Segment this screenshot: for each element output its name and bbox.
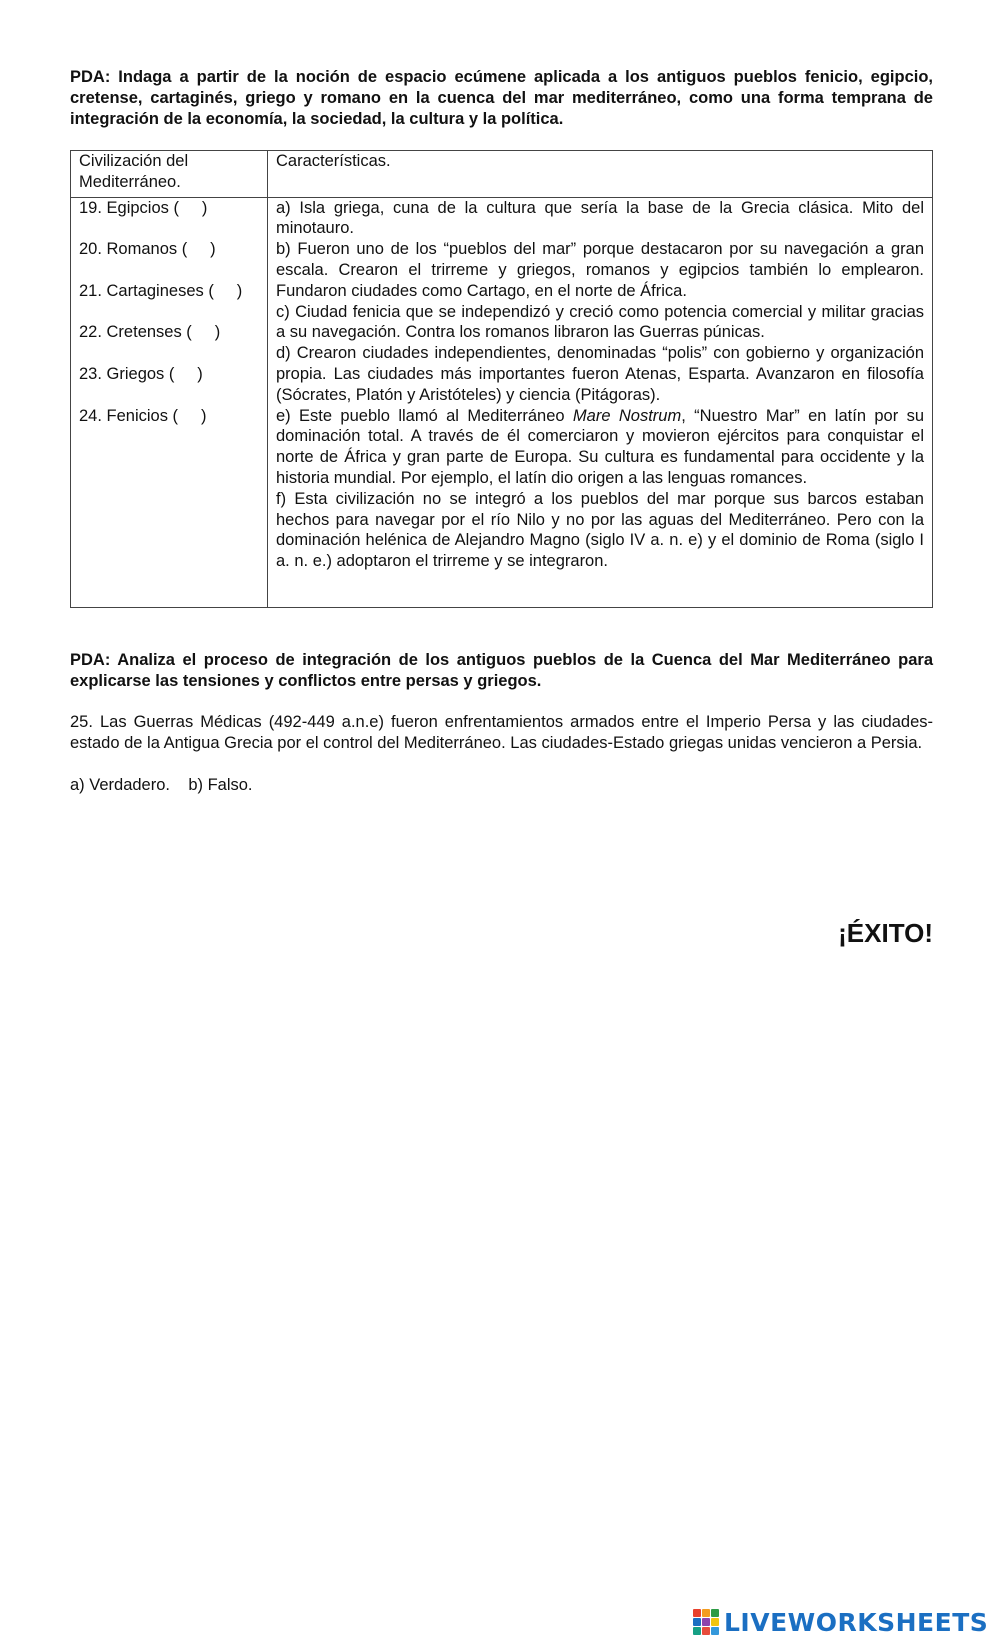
characteristic-e-pre: e) Este pueblo llamó al Mediterráneo — [276, 406, 573, 425]
logo-square-3 — [693, 1618, 701, 1626]
pda-instruction-2: PDA: Analiza el proceso de integración de los antiguos pueblos de la Cuenca del Mar Mediterráneo para explicarse las tensiones y conflictos entre persas y griegos. — [70, 651, 933, 690]
characteristic-b: b) Fueron uno de los “pueblos del mar” porque destacaron por su navegación a gran escala. Crearon el trirreme y griegos, romanos y egipcios también lo emplearon. Fundaron ciudades como Cartago, en el norte de África. — [276, 240, 924, 300]
logo-text: LIVEWORKSHEETS — [724, 1607, 989, 1637]
civilization-item-24[interactable]: 24. Fenicios ( ) — [79, 406, 207, 425]
liveworksheets-logo — [693, 1607, 988, 1637]
matching-table — [70, 150, 933, 608]
pda-instruction-1: PDA: Indaga a partir de la noción de espacio ecúmene aplicada a los antiguos pueblos fenicio, egipcio, cretense, cartaginés, griego y romano en la cuenca del mar mediterráneo, como una forma temprana de integración de la economía, la sociedad, la cultura y la política. — [70, 68, 933, 128]
characteristic-d: d) Crearon ciudades independientes, denominadas “polis” con gobierno y organización propia. Las ciudades más importantes fueron Atenas, Esparta. Avanzaron en filosofía (Sócrates, Platón y Aristóteles) y ciencia (Pitágoras). — [276, 344, 924, 404]
header-civilization — [71, 151, 268, 198]
civilization-list — [79, 198, 259, 448]
header-left-word1: Civilización — [79, 152, 162, 170]
characteristic-e-italic: Mare Nostrum — [572, 406, 682, 425]
logo-square-0 — [693, 1609, 701, 1617]
table-body-row — [71, 197, 933, 607]
logo-square-8 — [711, 1627, 719, 1635]
logo-square-6 — [693, 1627, 701, 1635]
characteristic-e — [276, 406, 924, 489]
logo-square-2 — [711, 1609, 719, 1617]
characteristic-a: a) Isla griega, cuna de la cultura que sería la base de la Grecia clásica. Mito del minotauro. — [276, 198, 924, 238]
characteristics-cell — [268, 197, 933, 607]
logo-square-5 — [711, 1618, 719, 1626]
option-false[interactable]: b) Falso. — [188, 776, 253, 794]
table-header-row — [71, 151, 933, 198]
logo-square-7 — [702, 1627, 710, 1635]
logo-square-4 — [702, 1618, 710, 1626]
civilization-list-cell — [71, 197, 268, 607]
header-left-line2: Mediterráneo. — [79, 172, 181, 191]
answer-options — [70, 775, 253, 796]
logo-square-1 — [702, 1609, 710, 1617]
characteristic-c: c) Ciudad fenicia que se independizó y creció como potencia comercial y militar gracias a su navegación. Contra los romanos libraron las Guerras púnicas. — [276, 302, 924, 342]
civilization-item-21[interactable]: 21. Cartagineses ( ) — [79, 281, 243, 300]
civilization-item-20[interactable]: 20. Romanos ( ) — [79, 240, 216, 259]
question-25: 25. Las Guerras Médicas (492-449 a.n.e) fueron enfrentamientos armados entre el Imperio Persa y las ciudades-estado de la Antigua Grecia por el control del Mediterráneo. Las ciudades-Estado griegas unidas vencieron a Persia. — [70, 713, 933, 752]
liveworksheets-logo-icon — [693, 1609, 719, 1635]
civilization-item-19[interactable]: 19. Egipcios ( ) — [79, 198, 208, 217]
characteristic-e-post: , “Nuestro Mar” en latín por su dominación total. A través de él comerciaron y movieron ejércitos para conquistar el norte de África y gran parte de Europa. Su cultura es fundamental para occidente y la historia mundial. Por ejemplo, el latín dio origen a las lenguas romances. — [276, 406, 924, 487]
header-left-word2: del — [166, 152, 189, 170]
option-true[interactable]: a) Verdadero. — [70, 776, 170, 794]
header-characteristics: Características. — [268, 151, 933, 198]
civilization-item-22[interactable]: 22. Cretenses ( ) — [79, 323, 221, 342]
closing-message: ¡ÉXITO! — [838, 918, 933, 948]
characteristic-f: f) Esta civilización no se integró a los pueblos del mar porque sus barcos estaban hechos para navegar por el río Nilo y no por las aguas del Mediterráneo. Pero con la dominación helénica de Alejandro Magno (siglo IV a. n. e) y el dominio de Roma (siglo I a. n. e.) adoptaron el trirreme y se integraron. — [276, 489, 924, 571]
civilization-item-23[interactable]: 23. Griegos ( ) — [79, 364, 203, 383]
